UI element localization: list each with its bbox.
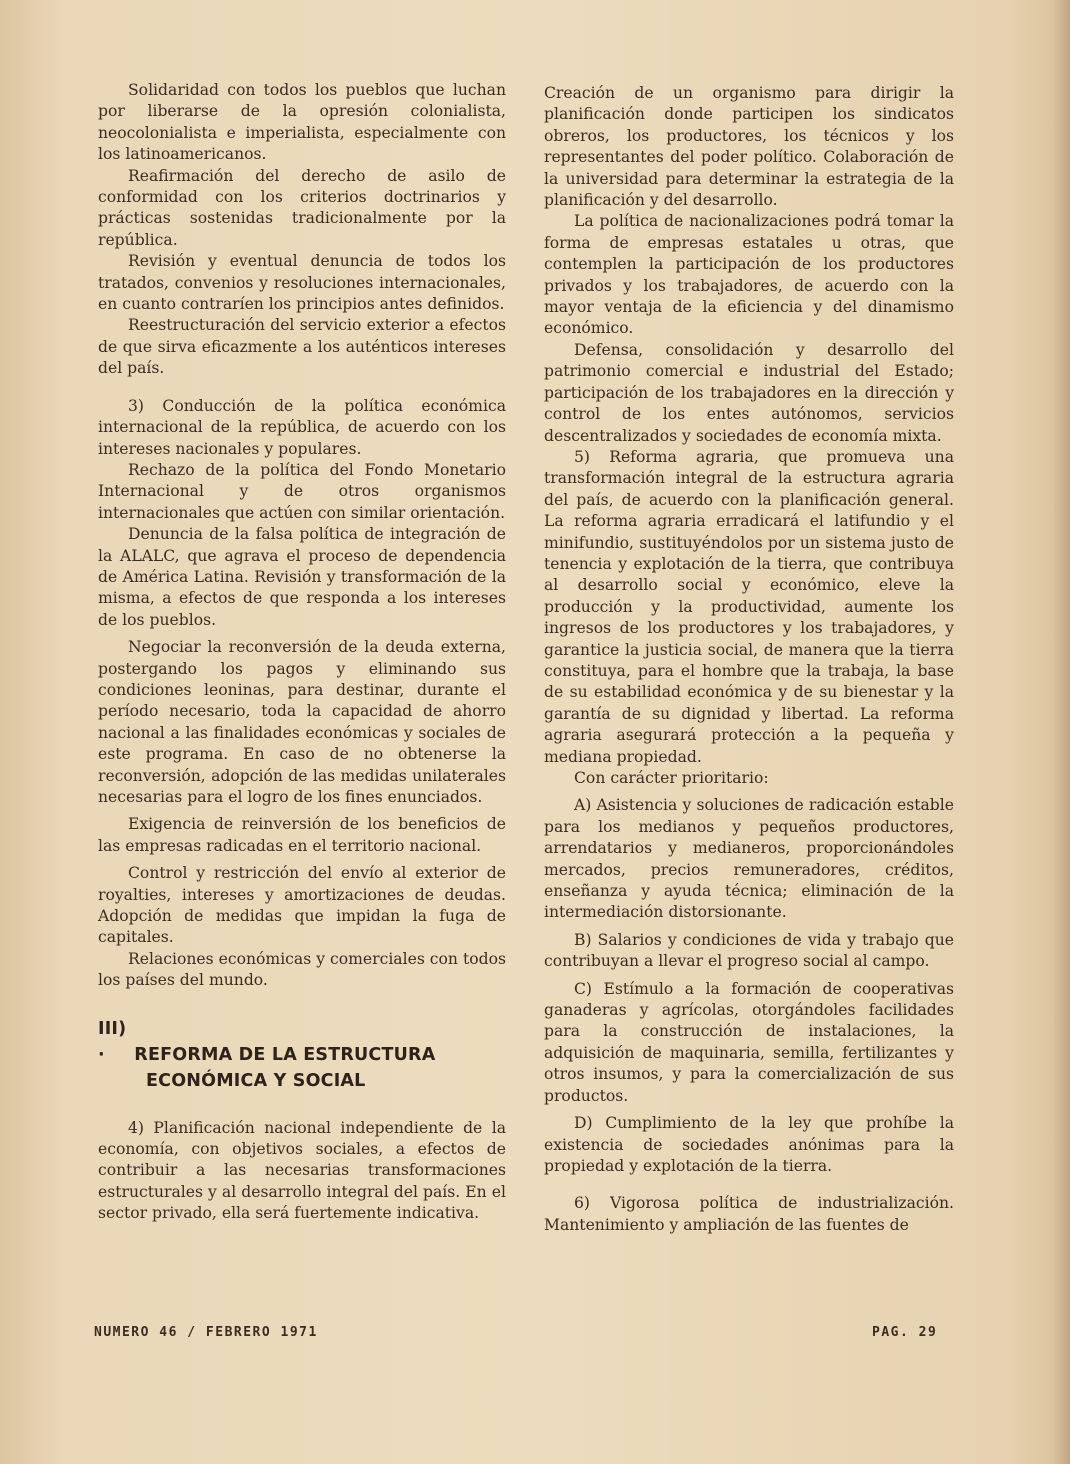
section-number: III) · — [98, 1018, 127, 1065]
paragraph: 6) Vigorosa política de industrialización. Mantenimiento y ampliación de las fuentes de — [544, 1194, 954, 1234]
paragraph: Exigencia de reinversión de los beneficios de las empresas radicadas en el territorio nacional. — [98, 815, 506, 855]
paragraph: C) Estímulo a la formación de cooperativas ganaderas y agrícolas, otorgándoles facilidades para la construcción de instalaciones, la adquisición de maquinaria, semilla, fertilizantes y otros insumos, y para la comercialización de sus productos. — [544, 979, 954, 1105]
paragraph: Reestructuración del servicio exterior a efectos de que sirva eficazmente a los auténticos intereses del país. — [98, 316, 506, 378]
paragraph: A) Asistencia y soluciones de radicación estable para los medianos y pequeños productores, arrendatarios y medianeros, proporcionándoles mercados, precios remuneradores, créditos, enseñanza y ayuda técnica; eliminación de la intermediación distorsionante. — [544, 796, 954, 922]
paragraph: Relaciones económicas y comerciales con todos los países del mundo. — [98, 949, 506, 990]
section-heading-line1: REFORMA DE LA ESTRUCTURA — [134, 1044, 436, 1065]
paragraph: Con carácter prioritario: — [574, 769, 769, 787]
paragraph: Denuncia de la falsa política de integración de la ALALC, que agrava el proceso de dependencia de América Latina. Revisión y transformación de la misma, a efectos de que responda a los intereses de los pueblos. — [98, 525, 506, 629]
paragraph: Defensa, consolidación y desarrollo del patrimonio comercial e industrial del Estado; participación de los trabajadores en la dirección y control de los entes autónomos, servicios descentralizados y sociedades de economía mixta. — [544, 340, 954, 445]
paragraph: B) Salarios y condiciones de vida y trabajo que contribuyan a llevar el progreso social al campo. — [544, 930, 954, 971]
paragraph: Negociar la reconversión de la deuda externa, postergando los pagos y eliminando sus condiciones leoninas, para destinar, durante el período necesario, toda la capacidad de ahorro nacional a las finalidades económicas y sociales de este programa. En caso de no obtenerse la reconversión, adopción de las medidas unilaterales necesarias para el logro de los fines enunciados. — [98, 638, 506, 806]
paragraph: Revisión y eventual denuncia de todos los tratados, convenios y resoluciones internacionales, en cuanto contraríen los principios antes definidos. — [98, 252, 506, 314]
left-column — [98, 80, 506, 1225]
section-heading-line2: ECONÓMICA Y SOCIAL — [146, 1070, 366, 1091]
right-column — [544, 83, 954, 1236]
page-number: PAG. 29 — [872, 1325, 938, 1340]
paragraph: Control y restricción del envío al exterior de royalties, intereses y amortizaciones de deudas. Adopción de medidas que impidan la fuga de capitales. — [98, 864, 506, 947]
issue-footer: NUMERO 46 / FEBRERO 1971 — [94, 1325, 318, 1340]
paragraph: Reafirmación del derecho de asilo de conformidad con los criterios doctrinarios y prácticas sostenidas tradicionalmente por la república. — [98, 166, 506, 249]
paragraph: 4) Planificación nacional independiente de la economía, con objetivos sociales, a efectos de contribuir a las necesarias transformaciones estructurales y al desarrollo integral del país. En el sector privado, ella será fuertemente indicativa. — [98, 1118, 506, 1223]
paragraph: La política de nacionalizaciones podrá tomar la forma de empresas estatales u otras, que contemplen la participación de los productores privados y los trabajadores, de acuerdo con la mayor ventaja de la eficiencia y del dinamismo económico. — [544, 212, 954, 338]
paragraph: Solidaridad con todos los pueblos que luchan por liberarse de la opresión colonialista, neocolonialista e imperialista, especialmente con los latinoamericanos. — [98, 81, 506, 164]
paragraph: 5) Reforma agraria, que promueva una transformación integral de la estructura agraria del país, de acuerdo con la planificación general. La reforma agraria erradicará el latifundio y el minifundio, sustituyéndolos por un sistema justo de tenencia y explotación de la tierra, que contribuya al desarrollo social y económico, eleve la producción y la productividad, aumente los ingresos de los productores y los trabajadores, y garantice la justicia social, de manera que la tierra constituya, para el hombre que la trabaja, la base de su estabilidad económica y de su bienestar y la garantía de su dignidad y libertad. La reforma agraria asegurará protección a la pequeña y mediana propiedad. — [544, 447, 954, 766]
paragraph: D) Cumplimiento de la ley que prohíbe la existencia de sociedades anónimas para la propiedad y explotación de la tierra. — [544, 1114, 954, 1175]
paragraph: Creación de un organismo para dirigir la planificación donde participen los sindicatos obreros, los productores, los técnicos y los representantes del poder político. Colaboración de la universidad para determinar la estrategia de la planificación y del desarrollo. — [544, 84, 954, 210]
paragraph: 3) Conducción de la política económica internacional de la república, de acuerdo con los intereses nacionales y populares. — [98, 396, 506, 458]
section-heading — [98, 1016, 506, 1094]
paragraph: Rechazo de la política del Fondo Monetario Internacional y de otros organismos internacionales que actúen con similar orientación. — [98, 460, 506, 522]
page-edge-shadow — [1052, 0, 1070, 1464]
